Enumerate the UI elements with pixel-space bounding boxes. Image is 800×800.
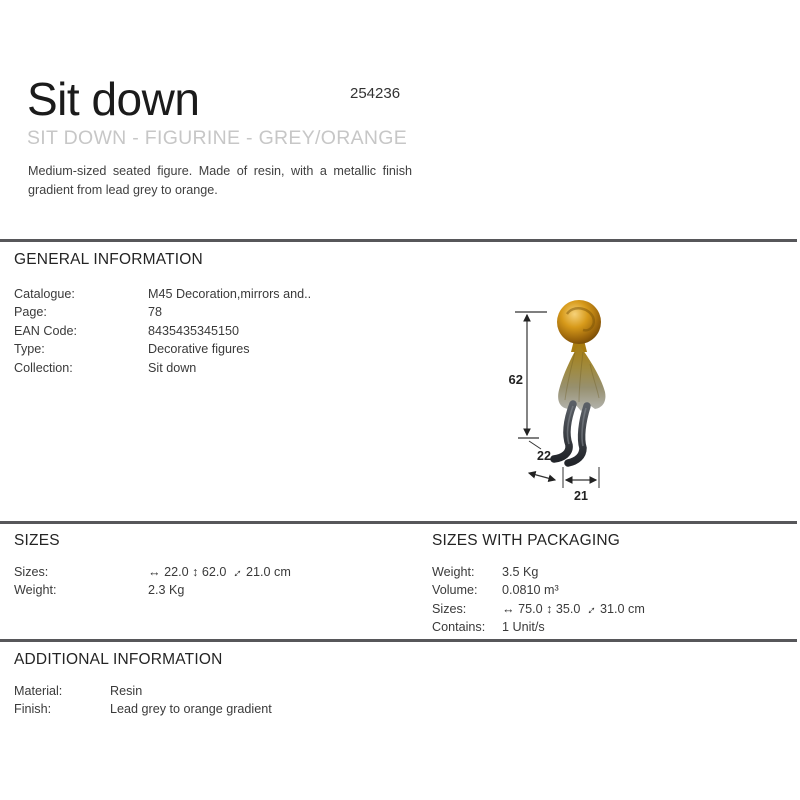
row-label: Sizes: <box>14 565 49 579</box>
row-label: Finish: <box>14 702 52 717</box>
depth-dimension-label: 22 <box>537 449 551 463</box>
section-divider <box>0 639 797 642</box>
packaging-rows <box>432 563 645 637</box>
depth-arrow-icon: ↔ <box>580 599 600 619</box>
row-label: Contains: <box>432 620 486 635</box>
row-value: 1 Unit/s <box>502 620 545 635</box>
packaging-volume-row <box>432 581 645 599</box>
depth-dimension-line <box>529 449 555 480</box>
height-arrow-icon: ↕ <box>192 565 199 579</box>
info-row-catalogue <box>14 285 311 303</box>
row-value: Decorative figures <box>148 342 250 357</box>
row-label: Sizes: <box>432 601 467 616</box>
row-value: 78 <box>148 305 163 320</box>
product-description: Medium-sized seated figure. Made of resin, with a metallic finish gradient from lead grey to orange. <box>28 164 412 197</box>
additional-information-heading: ADDITIONAL INFORMATION <box>14 651 223 668</box>
depth-value: 21.0 <box>246 565 271 579</box>
row-label: Page: <box>14 305 47 320</box>
row-label: Type: <box>14 342 45 357</box>
row-label: EAN Code: <box>14 323 77 338</box>
sizes-heading: SIZES <box>14 532 60 549</box>
height-arrow-icon: ↕ <box>546 601 553 616</box>
height-value: 62.0 <box>201 565 227 579</box>
row-value: 8435435345150 <box>148 323 240 338</box>
info-row-ean-code <box>14 322 311 340</box>
depth-arrow-icon: ↔ <box>226 562 246 582</box>
product-code: 254236 <box>350 85 401 102</box>
dimensions-value <box>502 600 645 618</box>
packaging-contains-row <box>432 618 645 636</box>
row-value: M45 Decoration,mirrors and.. <box>148 287 312 301</box>
row-label: Material: <box>14 684 63 698</box>
info-row-finish <box>14 700 272 718</box>
product-dimension-diagram <box>495 288 675 513</box>
depth-value: 31.0 <box>600 601 625 616</box>
packaging-dimensions-row <box>432 600 645 618</box>
sizes-rows <box>14 563 291 600</box>
row-label: Volume: <box>432 583 478 598</box>
width-dimension-label: 21 <box>574 489 588 503</box>
product-subtitle: SIT DOWN - FIGURINE - GREY/ORANGE <box>27 127 408 149</box>
row-value: Lead grey to orange gradient <box>110 702 272 717</box>
row-value: 0.0810 m³ <box>502 583 559 598</box>
width-dimension-line <box>563 467 599 503</box>
sizes-weight-row <box>14 581 291 599</box>
section-divider <box>0 521 797 524</box>
row-value: 2.3 Kg <box>148 583 185 598</box>
row-label: Collection: <box>14 360 73 375</box>
width-arrow-icon: ↔ <box>148 565 161 579</box>
info-row-material <box>14 682 272 700</box>
row-label: Weight: <box>14 583 57 598</box>
row-label: Weight: <box>432 565 475 579</box>
row-value: Resin <box>110 684 143 698</box>
product-image <box>495 288 675 513</box>
width-value: 22.0 <box>164 565 189 579</box>
row-value: Sit down <box>148 360 197 375</box>
packaging-weight-row <box>432 563 645 581</box>
info-row-collection <box>14 359 311 377</box>
row-value: 3.5 Kg <box>502 565 539 579</box>
section-divider <box>0 239 797 242</box>
sizes-dimensions-row <box>14 563 291 581</box>
width-arrow-icon: ↔ <box>502 601 515 616</box>
height-dimension-line <box>509 312 547 449</box>
height-dimension-label: 62 <box>508 372 523 387</box>
row-label: Catalogue: <box>14 287 75 301</box>
figurine-image <box>554 300 605 463</box>
unit-label: cm <box>274 565 291 579</box>
info-row-page <box>14 303 311 321</box>
additional-information-rows <box>14 682 272 719</box>
width-value: 75.0 <box>518 601 543 616</box>
info-row-type <box>14 340 311 358</box>
dimensions-value <box>148 563 291 581</box>
general-information-heading: GENERAL INFORMATION <box>14 251 203 268</box>
height-value: 35.0 <box>555 601 581 616</box>
packaging-heading: SIZES WITH PACKAGING <box>432 532 621 549</box>
page-title: Sit down <box>27 73 200 125</box>
unit-label: cm <box>628 601 645 616</box>
general-information-rows <box>14 285 311 377</box>
